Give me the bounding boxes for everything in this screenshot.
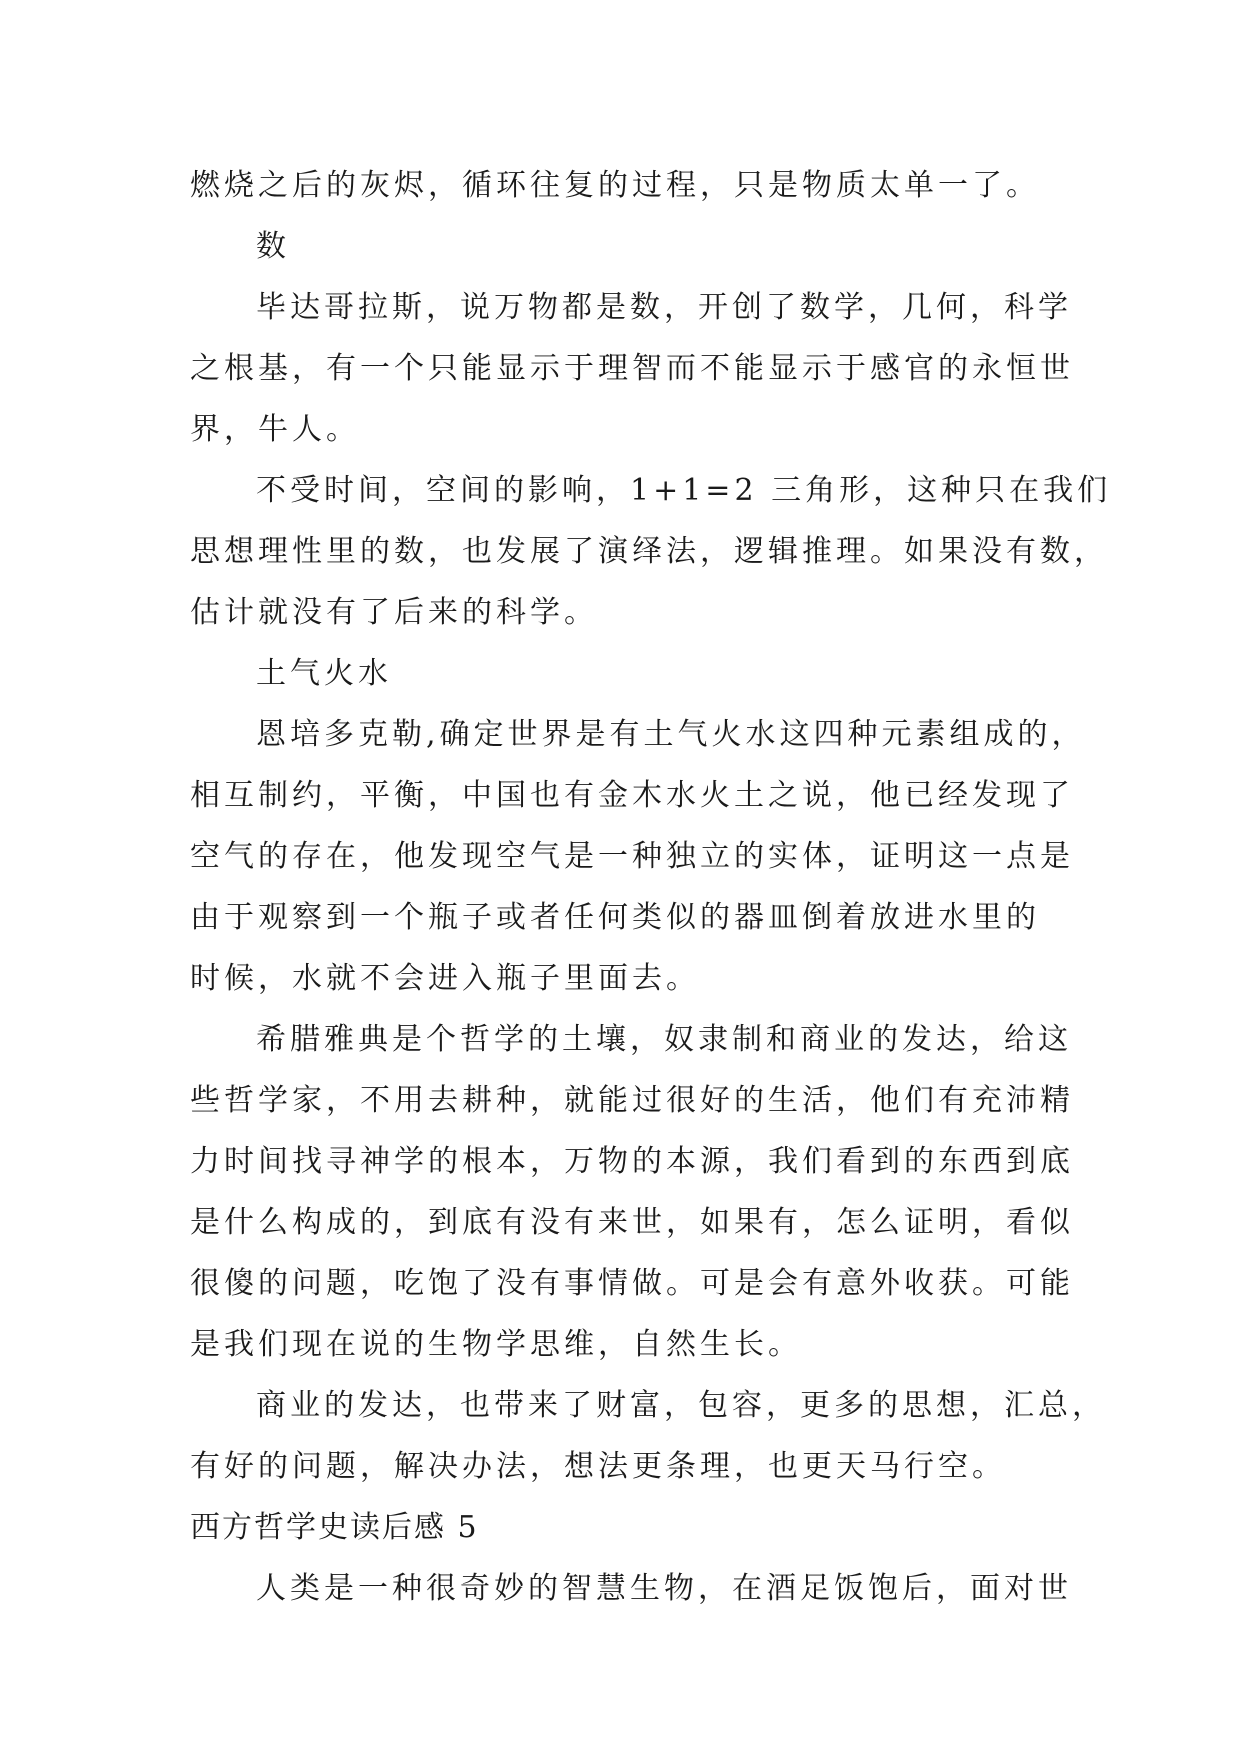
text-line: 毕达哥拉斯，说万物都是数，开创了数学，几何，科学: [256, 290, 1072, 325]
text-line: 是什么构成的，到底有没有来世，如果有，怎么证明，看似: [190, 1205, 1074, 1240]
section-heading-shu: 数: [256, 229, 290, 264]
text-line: 力时间找寻神学的根本，万物的本源，我们看到的东西到底: [190, 1144, 1074, 1179]
text-line: 思想理性里的数，也发展了演绎法，逻辑推理。如果没有数，: [190, 534, 1108, 569]
essay-title: 西方哲学史读后感 5: [190, 1510, 479, 1545]
text-line: 很傻的问题，吃饱了没有事情做。可是会有意外收获。可能: [190, 1266, 1074, 1301]
text-line: 估计就没有了后来的科学。: [190, 595, 598, 630]
text-line: 燃烧之后的灰烬，循环往复的过程，只是物质太单一了。: [190, 168, 1040, 203]
text-line: 有好的问题，解决办法，想法更条理，也更天马行空。: [190, 1449, 1006, 1484]
text-line: 些哲学家，不用去耕种，就能过很好的生活，他们有充沛精: [190, 1083, 1074, 1118]
text-line: 是我们现在说的生物学思维，自然生长。: [190, 1327, 802, 1362]
text-line: 恩培多克勒,确定世界是有土气火水这四种元素组成的，: [256, 717, 1086, 752]
text-line: 商业的发达，也带来了财富，包容，更多的思想，汇总，: [256, 1388, 1106, 1423]
text-line: 之根基，有一个只能显示于理智而不能显示于感官的永恒世: [190, 351, 1074, 386]
document-body: [190, 155, 1112, 1619]
text-line: 空气的存在，他发现空气是一种独立的实体，证明这一点是: [190, 839, 1074, 874]
text-line: 界，牛人。: [190, 412, 360, 447]
text-line: 相互制约，平衡，中国也有金木水火土之说，他已经发现了: [190, 778, 1074, 813]
text-line: 人类是一种很奇妙的智慧生物，在酒足饭饱后，面对世: [256, 1571, 1072, 1606]
section-heading-elements: 土气火水: [256, 656, 392, 691]
text-line: 不受时间，空间的影响，1+1=2 三角形，这种只在我们: [256, 473, 1112, 508]
text-line: 由于观察到一个瓶子或者任何类似的器皿倒着放进水里的: [190, 900, 1040, 935]
text-line: 时候，水就不会进入瓶子里面去。: [190, 961, 700, 996]
text-line: 希腊雅典是个哲学的土壤，奴隶制和商业的发达，给这: [256, 1022, 1072, 1057]
